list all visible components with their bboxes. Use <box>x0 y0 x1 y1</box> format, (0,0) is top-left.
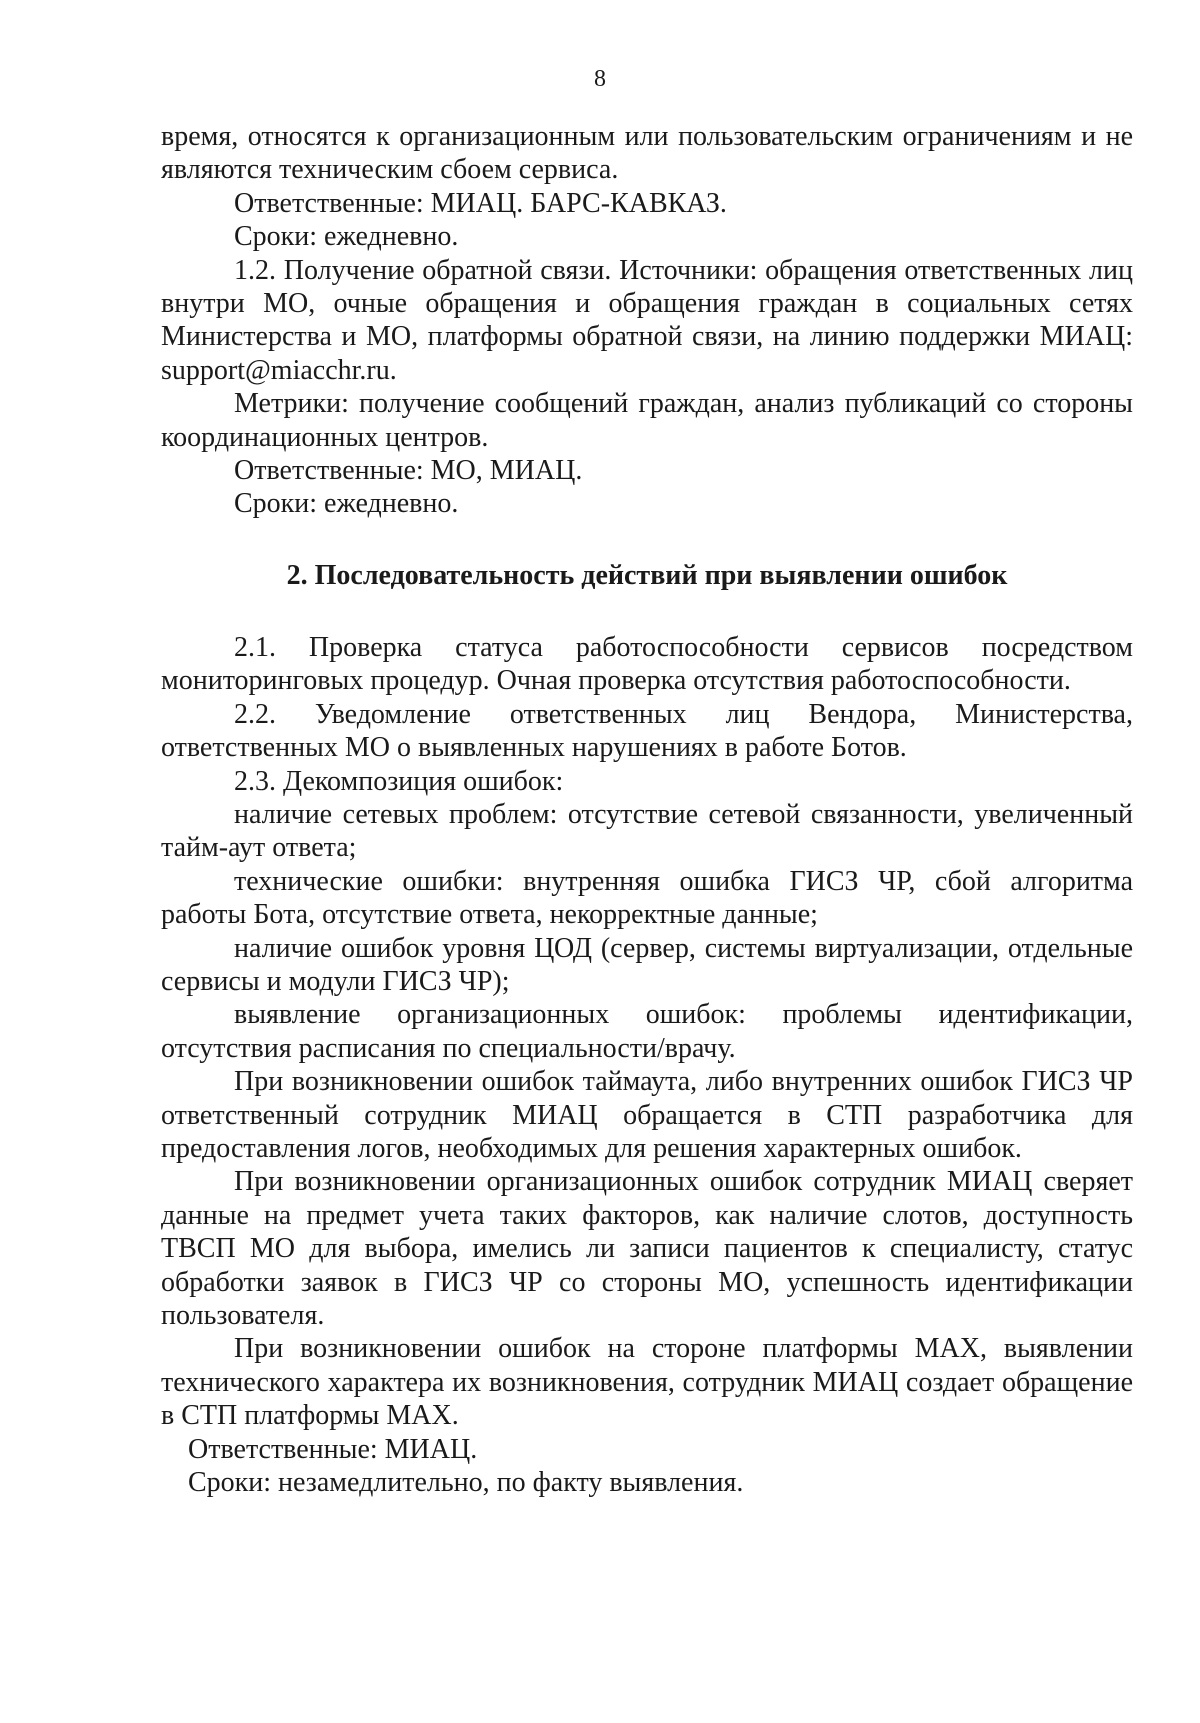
paragraph: При возникновении организационных ошибок сотрудник МИАЦ сверяет данные на предмет учета таких факторов, как наличие слотов, доступность ТВСП МО для выбора, имелись ли записи пациентов к специалисту, статус обработки заявок в ГИСЗ ЧР со стороны МО, успешность идентификации пользователя. <box>161 1166 1133 1331</box>
feedback-paragraph: 1.2. Получение обратной связи. Источники: обращения ответственных лиц внутри МО, очные обращения и обращения граждан в социальных сетях Министерства и МО, платформы обратной связи, на линию поддержки МИАЦ: support@miacchr.ru. <box>161 254 1133 386</box>
list-item: наличие сетевых проблем: отсутствие сетевой связанности, увеличенный тайм-аут ответа; <box>161 798 1133 864</box>
deadline-line: Сроки: ежедневно. <box>234 488 459 520</box>
list-item: наличие ошибок уровня ЦОД (сервер, системы виртуализации, отдельные сервисы и модули ГИСЗ ЧР); <box>161 932 1133 997</box>
paragraph: 2.3. Декомпозиция ошибок: <box>234 765 564 797</box>
list-item: выявление организационных ошибок: проблемы идентификации, отсутствия расписания по специальности/врачу. <box>161 999 1133 1064</box>
responsible-line: Ответственные: МИАЦ. <box>188 1433 478 1465</box>
paragraph-continuation: время, относятся к организационным или пользовательским ограничениям и не являются техническим сбоем сервиса. <box>161 121 1133 186</box>
paragraph: 2.1. Проверка статуса работоспособности сервисов посредством мониторинговых процедур. Очная проверка отсутствия работоспособности. <box>161 631 1133 697</box>
section-heading: 2. Последовательность действий при выявлении ошибок <box>286 559 1008 591</box>
deadline-line: Сроки: ежедневно. <box>234 221 459 253</box>
page-number: 8 <box>594 66 606 92</box>
paragraph: При возникновении ошибок на стороне платформы MAX, выявлении технического характера их возникновения, сотрудник МИАЦ создает обращение в СТП платформы MAX. <box>161 1333 1133 1432</box>
metrics-paragraph: Метрики: получение сообщений граждан, анализ публикаций со стороны координационных центров. <box>161 388 1133 453</box>
paragraph: При возникновении ошибок таймаута, либо внутренних ошибок ГИСЗ ЧР ответственный сотрудник МИАЦ обращается в СТП разработчика для предоставления логов, необходимых для решения характерных ошибок. <box>161 1066 1133 1164</box>
deadline-line: Сроки: незамедлительно, по факту выявления. <box>188 1467 744 1499</box>
paragraph: 2.2. Уведомление ответственных лиц Вендора, Министерства, ответственных МО о выявленных нарушениях в работе Ботов. <box>161 698 1133 764</box>
list-item: технические ошибки: внутренняя ошибка ГИСЗ ЧР, сбой алгоритма работы Бота, отсутствие ответа, некорректные данные; <box>161 865 1133 931</box>
document-body <box>161 120 1133 1499</box>
responsible-line: Ответственные: МИАЦ. БАРС-КАВКАЗ. <box>234 187 727 219</box>
responsible-line: Ответственные: МО, МИАЦ. <box>234 455 583 487</box>
